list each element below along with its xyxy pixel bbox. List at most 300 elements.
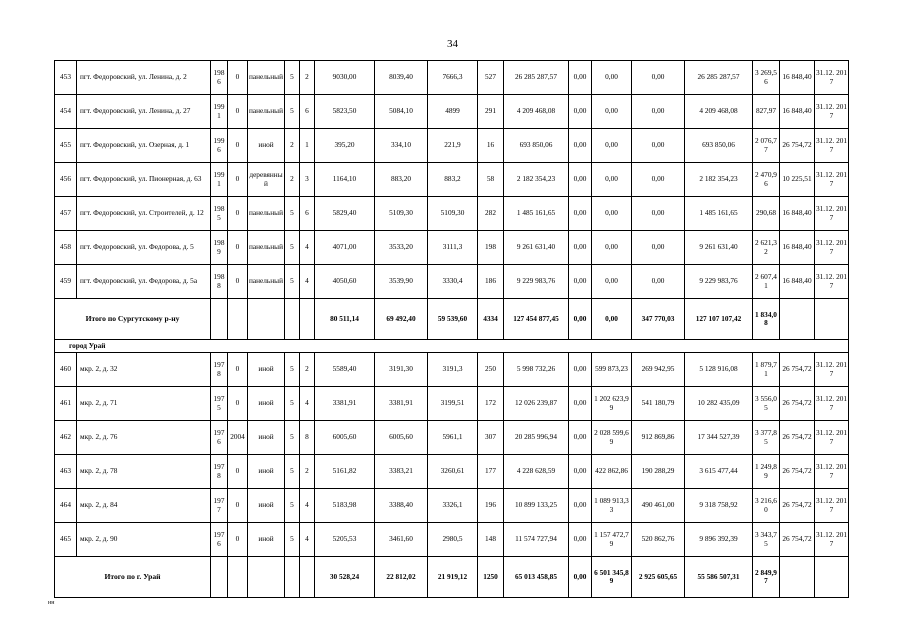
total-f3: 347 770,03: [632, 299, 685, 340]
cell-area: 4071,00: [315, 231, 375, 265]
cell-f2: 0,00: [592, 231, 632, 265]
cell-addr: пгт. Федоровский, ул. Федорова, д. 5: [77, 231, 211, 265]
cell-spec: 2 607,41: [753, 265, 780, 299]
table-row: [55, 95, 849, 129]
cell-maxc: 26 754,72: [780, 421, 815, 455]
cell-addr: пгт. Федоровский, ул. Пионерная, д. 63: [77, 163, 211, 197]
cell-f2: 0,00: [592, 95, 632, 129]
cell-cost: 10 899 133,25: [504, 489, 569, 523]
cell-a2: 3330,4: [428, 265, 478, 299]
cell-people: 172: [478, 387, 504, 421]
cell-people: 16: [478, 129, 504, 163]
cell-no: 458: [55, 231, 77, 265]
cell-date: 31.12. 2017: [815, 197, 849, 231]
cell-a2: 2980,5: [428, 523, 478, 557]
table-row: [55, 231, 849, 265]
cell-rec: 0: [228, 163, 248, 197]
cell-mat: иной: [248, 387, 285, 421]
cell-year: 1989: [211, 231, 228, 265]
cell-rec: 0: [228, 231, 248, 265]
empty-cell: [780, 299, 815, 340]
cell-ent: 3: [300, 163, 315, 197]
cell-mat: панельный: [248, 265, 285, 299]
cell-area: 9030,00: [315, 61, 375, 95]
cell-area: 5205,53: [315, 523, 375, 557]
total-a2: 21 919,12: [428, 557, 478, 598]
table-row: [55, 387, 849, 421]
cell-maxc: 26 754,72: [780, 353, 815, 387]
cell-year: 1977: [211, 489, 228, 523]
cell-f4: 17 344 527,39: [685, 421, 753, 455]
total-f4: 127 107 107,42: [685, 299, 753, 340]
cell-area: 395,20: [315, 129, 375, 163]
cell-f1: 0,00: [569, 231, 592, 265]
cell-spec: 3 377,85: [753, 421, 780, 455]
cell-f1: 0,00: [569, 265, 592, 299]
cell-a1: 8039,40: [375, 61, 428, 95]
cell-a1: 883,20: [375, 163, 428, 197]
cell-fl: 5: [285, 231, 300, 265]
table-row: [55, 421, 849, 455]
cell-spec: 1 879,71: [753, 353, 780, 387]
table-row: [55, 455, 849, 489]
cell-f2: 0,00: [592, 129, 632, 163]
cell-a2: 3199,51: [428, 387, 478, 421]
cell-no: 460: [55, 353, 77, 387]
cell-cost: 9 261 631,40: [504, 231, 569, 265]
cell-people: 186: [478, 265, 504, 299]
cell-maxc: 26 754,72: [780, 129, 815, 163]
cell-rec: 0: [228, 95, 248, 129]
cell-spec: 290,68: [753, 197, 780, 231]
total-f3: 2 925 605,65: [632, 557, 685, 598]
cell-a1: 5109,30: [375, 197, 428, 231]
cell-maxc: 16 848,40: [780, 231, 815, 265]
cell-date: 31.12. 2017: [815, 523, 849, 557]
cell-a1: 3381,91: [375, 387, 428, 421]
cell-spec: 1 249,89: [753, 455, 780, 489]
cell-f1: 0,00: [569, 61, 592, 95]
cell-area: 5161,82: [315, 455, 375, 489]
cell-mat: панельный: [248, 197, 285, 231]
empty-cell: [780, 557, 815, 598]
cell-f3: 0,00: [632, 95, 685, 129]
table-row: [55, 489, 849, 523]
cell-area: 4050,60: [315, 265, 375, 299]
cell-date: 31.12. 2017: [815, 353, 849, 387]
cell-f4: 9 229 983,76: [685, 265, 753, 299]
cell-ent: 2: [300, 455, 315, 489]
cell-f1: 0,00: [569, 489, 592, 523]
cell-f4: 26 285 287,57: [685, 61, 753, 95]
table-row: [55, 523, 849, 557]
cell-f1: 0,00: [569, 353, 592, 387]
cell-maxc: 26 754,72: [780, 523, 815, 557]
cell-a2: 4899: [428, 95, 478, 129]
total-f4: 55 586 507,31: [685, 557, 753, 598]
cell-year: 1991: [211, 163, 228, 197]
cell-maxc: 10 225,51: [780, 163, 815, 197]
total-spec: 1 834,08: [753, 299, 780, 340]
cell-mat: иной: [248, 455, 285, 489]
cell-year: 1991: [211, 95, 228, 129]
cell-addr: пгт. Федоровский, ул. Строителей, д. 12: [77, 197, 211, 231]
cell-f2: 0,00: [592, 197, 632, 231]
cell-f4: 1 485 161,65: [685, 197, 753, 231]
cell-f3: 0,00: [632, 163, 685, 197]
empty-cell: [211, 557, 228, 598]
cell-f3: 520 862,76: [632, 523, 685, 557]
city-header-row: [55, 340, 849, 353]
total-f2: 6 501 345,89: [592, 557, 632, 598]
cell-people: 282: [478, 197, 504, 231]
cell-year: 1978: [211, 353, 228, 387]
empty-cell: [300, 557, 315, 598]
footer-mark: нн: [48, 600, 55, 606]
cell-rec: 0: [228, 387, 248, 421]
cell-mat: панельный: [248, 61, 285, 95]
empty-cell: [815, 557, 849, 598]
cell-no: 454: [55, 95, 77, 129]
cell-people: 250: [478, 353, 504, 387]
cell-f3: 190 288,29: [632, 455, 685, 489]
cell-fl: 5: [285, 95, 300, 129]
cell-f2: 0,00: [592, 265, 632, 299]
cell-addr: пгт. Федоровский, ул. Ленина, д. 27: [77, 95, 211, 129]
cell-f3: 0,00: [632, 61, 685, 95]
cell-f1: 0,00: [569, 523, 592, 557]
total-f1: 0,00: [569, 299, 592, 340]
cell-cost: 26 285 287,57: [504, 61, 569, 95]
cell-f3: 0,00: [632, 197, 685, 231]
cell-f4: 3 615 477,44: [685, 455, 753, 489]
cell-maxc: 26 754,72: [780, 387, 815, 421]
cell-rec: 0: [228, 197, 248, 231]
cell-cost: 5 998 732,26: [504, 353, 569, 387]
housing-register-table: [54, 60, 849, 598]
cell-cost: 20 285 996,94: [504, 421, 569, 455]
cell-fl: 5: [285, 523, 300, 557]
cell-people: 198: [478, 231, 504, 265]
cell-people: 307: [478, 421, 504, 455]
cell-f1: 0,00: [569, 421, 592, 455]
cell-spec: 3 216,60: [753, 489, 780, 523]
cell-rec: 0: [228, 61, 248, 95]
cell-no: 459: [55, 265, 77, 299]
total-spec: 2 849,97: [753, 557, 780, 598]
cell-ent: 4: [300, 387, 315, 421]
cell-year: 1986: [211, 61, 228, 95]
cell-no: 464: [55, 489, 77, 523]
cell-f3: 541 180,79: [632, 387, 685, 421]
table-row: [55, 197, 849, 231]
cell-people: 291: [478, 95, 504, 129]
cell-date: 31.12. 2017: [815, 489, 849, 523]
cell-f2: 2 028 599,69: [592, 421, 632, 455]
cell-fl: 5: [285, 387, 300, 421]
cell-year: 1985: [211, 197, 228, 231]
table-row: [55, 163, 849, 197]
cell-fl: 5: [285, 455, 300, 489]
total-people: 4334: [478, 299, 504, 340]
total-a2: 59 539,60: [428, 299, 478, 340]
cell-date: 31.12. 2017: [815, 163, 849, 197]
cell-addr: пгт. Федоровский, ул. Озерная, д. 1: [77, 129, 211, 163]
cell-date: 31.12. 2017: [815, 387, 849, 421]
cell-maxc: 16 848,40: [780, 197, 815, 231]
cell-maxc: 26 754,72: [780, 489, 815, 523]
empty-cell: [248, 557, 285, 598]
cell-rec: 0: [228, 129, 248, 163]
cell-f4: 9 318 758,92: [685, 489, 753, 523]
cell-no: 461: [55, 387, 77, 421]
cell-area: 6005,60: [315, 421, 375, 455]
cell-f4: 2 182 354,23: [685, 163, 753, 197]
cell-no: 465: [55, 523, 77, 557]
total-f1: 0,00: [569, 557, 592, 598]
cell-spec: 827,97: [753, 95, 780, 129]
cell-rec: 0: [228, 265, 248, 299]
cell-rec: 0: [228, 455, 248, 489]
cell-mat: иной: [248, 129, 285, 163]
cell-a1: 3383,21: [375, 455, 428, 489]
cell-date: 31.12. 2017: [815, 455, 849, 489]
cell-f4: 9 261 631,40: [685, 231, 753, 265]
cell-f4: 4 209 468,08: [685, 95, 753, 129]
cell-cost: 4 228 628,59: [504, 455, 569, 489]
page-number: 34: [447, 38, 458, 50]
cell-f4: 9 896 392,39: [685, 523, 753, 557]
cell-area: 5183,98: [315, 489, 375, 523]
cell-f3: 490 461,00: [632, 489, 685, 523]
cell-people: 196: [478, 489, 504, 523]
cell-a2: 3326,1: [428, 489, 478, 523]
cell-a1: 3533,20: [375, 231, 428, 265]
cell-mat: панельный: [248, 231, 285, 265]
cell-a1: 334,10: [375, 129, 428, 163]
table-row: [55, 61, 849, 95]
cell-mat: иной: [248, 421, 285, 455]
cell-year: 1996: [211, 129, 228, 163]
empty-cell: [815, 299, 849, 340]
cell-no: 462: [55, 421, 77, 455]
empty-cell: [211, 299, 228, 340]
cell-addr: мкр. 2, д. 90: [77, 523, 211, 557]
cell-no: 463: [55, 455, 77, 489]
cell-area: 3381,91: [315, 387, 375, 421]
cell-a1: 3539,90: [375, 265, 428, 299]
cell-fl: 5: [285, 61, 300, 95]
cell-no: 453: [55, 61, 77, 95]
cell-ent: 4: [300, 523, 315, 557]
cell-mat: иной: [248, 523, 285, 557]
total-cost: 65 013 458,85: [504, 557, 569, 598]
cell-mat: иной: [248, 489, 285, 523]
cell-date: 31.12. 2017: [815, 231, 849, 265]
cell-ent: 8: [300, 421, 315, 455]
cell-f1: 0,00: [569, 387, 592, 421]
cell-a1: 3388,40: [375, 489, 428, 523]
cell-date: 31.12. 2017: [815, 61, 849, 95]
cell-maxc: 26 754,72: [780, 455, 815, 489]
empty-cell: [248, 299, 285, 340]
cell-addr: мкр. 2, д. 76: [77, 421, 211, 455]
cell-f2: 1 202 623,99: [592, 387, 632, 421]
cell-a2: 3260,61: [428, 455, 478, 489]
cell-spec: 2 621,32: [753, 231, 780, 265]
cell-f3: 0,00: [632, 265, 685, 299]
cell-area: 5829,40: [315, 197, 375, 231]
cell-f2: 1 157 472,79: [592, 523, 632, 557]
cell-ent: 4: [300, 231, 315, 265]
cell-ent: 4: [300, 489, 315, 523]
cell-date: 31.12. 2017: [815, 421, 849, 455]
cell-addr: мкр. 2, д. 84: [77, 489, 211, 523]
cell-ent: 1: [300, 129, 315, 163]
cell-rec: 0: [228, 523, 248, 557]
cell-f4: 5 128 916,08: [685, 353, 753, 387]
cell-no: 455: [55, 129, 77, 163]
cell-people: 148: [478, 523, 504, 557]
cell-cost: 12 026 239,87: [504, 387, 569, 421]
cell-maxc: 16 848,40: [780, 265, 815, 299]
cell-mat: деревянный: [248, 163, 285, 197]
cell-a1: 5084,10: [375, 95, 428, 129]
cell-f2: 599 873,23: [592, 353, 632, 387]
cell-f3: 912 869,86: [632, 421, 685, 455]
cell-f4: 10 282 435,09: [685, 387, 753, 421]
empty-cell: [300, 299, 315, 340]
cell-addr: пгт. Федоровский, ул. Федорова, д. 5а: [77, 265, 211, 299]
cell-fl: 5: [285, 421, 300, 455]
cell-area: 5823,50: [315, 95, 375, 129]
cell-fl: 5: [285, 353, 300, 387]
total-row: [55, 557, 849, 598]
cell-maxc: 16 848,40: [780, 95, 815, 129]
cell-ent: 6: [300, 95, 315, 129]
cell-date: 31.12. 2017: [815, 265, 849, 299]
cell-f2: 1 089 913,33: [592, 489, 632, 523]
cell-spec: 3 556,05: [753, 387, 780, 421]
cell-people: 177: [478, 455, 504, 489]
cell-a2: 3191,3: [428, 353, 478, 387]
cell-ent: 2: [300, 353, 315, 387]
cell-ent: 6: [300, 197, 315, 231]
cell-f2: 0,00: [592, 61, 632, 95]
cell-f4: 693 850,06: [685, 129, 753, 163]
cell-date: 31.12. 2017: [815, 95, 849, 129]
table-body: [55, 61, 849, 598]
cell-mat: иной: [248, 353, 285, 387]
cell-fl: 5: [285, 197, 300, 231]
cell-f3: 0,00: [632, 129, 685, 163]
cell-area: 1164,10: [315, 163, 375, 197]
total-row: [55, 299, 849, 340]
table-row: [55, 129, 849, 163]
cell-a2: 5961,1: [428, 421, 478, 455]
cell-year: 1976: [211, 421, 228, 455]
cell-spec: 3 343,75: [753, 523, 780, 557]
cell-cost: 1 485 161,65: [504, 197, 569, 231]
cell-maxc: 16 848,40: [780, 61, 815, 95]
cell-a2: 5109,30: [428, 197, 478, 231]
cell-addr: мкр. 2, д. 78: [77, 455, 211, 489]
cell-fl: 5: [285, 489, 300, 523]
cell-cost: 4 209 468,08: [504, 95, 569, 129]
cell-year: 1975: [211, 387, 228, 421]
cell-ent: 2: [300, 61, 315, 95]
cell-a1: 3461,60: [375, 523, 428, 557]
cell-no: 456: [55, 163, 77, 197]
empty-cell: [228, 299, 248, 340]
cell-addr: мкр. 2, д. 71: [77, 387, 211, 421]
cell-year: 1988: [211, 265, 228, 299]
cell-a2: 3111,3: [428, 231, 478, 265]
cell-a2: 883,2: [428, 163, 478, 197]
cell-spec: 3 269,56: [753, 61, 780, 95]
cell-cost: 693 850,06: [504, 129, 569, 163]
total-cost: 127 454 877,45: [504, 299, 569, 340]
total-label: Итого по г. Урай: [55, 557, 211, 598]
cell-f1: 0,00: [569, 129, 592, 163]
total-people: 1250: [478, 557, 504, 598]
cell-spec: 2 076,77: [753, 129, 780, 163]
empty-cell: [285, 557, 300, 598]
cell-a2: 221,9: [428, 129, 478, 163]
cell-f1: 0,00: [569, 163, 592, 197]
cell-f3: 269 942,95: [632, 353, 685, 387]
cell-ent: 4: [300, 265, 315, 299]
cell-f1: 0,00: [569, 455, 592, 489]
cell-f2: 422 862,86: [592, 455, 632, 489]
total-a1: 22 812,02: [375, 557, 428, 598]
cell-addr: пгт. Федоровский, ул. Ленина, д. 2: [77, 61, 211, 95]
cell-a1: 6005,60: [375, 421, 428, 455]
empty-cell: [285, 299, 300, 340]
cell-fl: 5: [285, 265, 300, 299]
cell-addr: мкр. 2, д. 32: [77, 353, 211, 387]
cell-f3: 0,00: [632, 231, 685, 265]
cell-rec: 0: [228, 353, 248, 387]
cell-area: 5589,40: [315, 353, 375, 387]
cell-fl: 2: [285, 163, 300, 197]
cell-no: 457: [55, 197, 77, 231]
cell-spec: 2 470,96: [753, 163, 780, 197]
cell-fl: 2: [285, 129, 300, 163]
total-area: 30 528,24: [315, 557, 375, 598]
cell-year: 1976: [211, 523, 228, 557]
cell-f2: 0,00: [592, 163, 632, 197]
total-label: Итого по Сургутскому р-ну: [55, 299, 211, 340]
cell-cost: 11 574 727,94: [504, 523, 569, 557]
cell-rec: 0: [228, 489, 248, 523]
total-a1: 69 492,40: [375, 299, 428, 340]
cell-cost: 2 182 354,23: [504, 163, 569, 197]
cell-cost: 9 229 983,76: [504, 265, 569, 299]
total-f2: 0,00: [592, 299, 632, 340]
city-name: город Урай: [55, 340, 849, 353]
cell-people: 527: [478, 61, 504, 95]
cell-a2: 7666,3: [428, 61, 478, 95]
cell-a1: 3191,30: [375, 353, 428, 387]
cell-rec: 2004: [228, 421, 248, 455]
cell-date: 31.12. 2017: [815, 129, 849, 163]
table-row: [55, 265, 849, 299]
empty-cell: [228, 557, 248, 598]
cell-f1: 0,00: [569, 197, 592, 231]
cell-mat: панельный: [248, 95, 285, 129]
cell-year: 1978: [211, 455, 228, 489]
